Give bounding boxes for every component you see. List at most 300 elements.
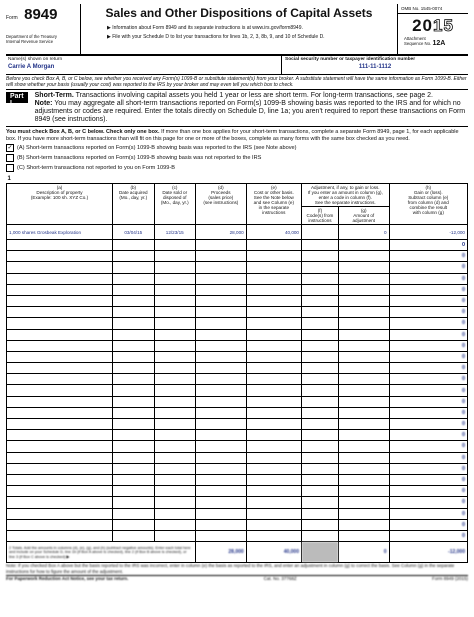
cell-c[interactable]	[154, 351, 195, 362]
cell-d[interactable]	[195, 363, 246, 374]
cell-g[interactable]	[338, 251, 389, 262]
cell-b[interactable]	[113, 351, 154, 362]
cell-e[interactable]	[246, 463, 301, 474]
cell-b[interactable]	[113, 340, 154, 351]
form-word: Form	[6, 15, 18, 21]
cell-f[interactable]	[302, 307, 339, 318]
cell-h[interactable]: 0	[389, 363, 467, 374]
cell-c[interactable]	[154, 497, 195, 508]
paperwork-notice: For Paperwork Reduction Act Notice, see your tax return.	[6, 576, 129, 582]
totals-label: 2 Totals. Add the amounts in columns (d), (e), (g), and (h) (subtract negative amounts). Enter each total here and include on your Schedule D, line 1b (if Box A above is checked), line 2 (if Box B above is checked), or line 3 (if Box C above is checked) ▶	[7, 542, 196, 563]
cell-a[interactable]	[7, 396, 113, 407]
cell-d[interactable]	[195, 463, 246, 474]
cell-g[interactable]	[338, 295, 389, 306]
cell-g[interactable]	[338, 273, 389, 284]
table-row	[7, 262, 468, 273]
cell-e[interactable]	[246, 430, 301, 441]
form-ref: Form 8949 (2015)	[431, 576, 468, 582]
cell-e[interactable]	[246, 262, 301, 273]
cell-a[interactable]	[7, 284, 113, 295]
cell-f[interactable]	[302, 262, 339, 273]
cell-f[interactable]	[302, 240, 339, 251]
cell-g[interactable]	[338, 452, 389, 463]
cell-e[interactable]	[246, 284, 301, 295]
cell-h[interactable]: 0	[389, 430, 467, 441]
cell-f[interactable]	[302, 374, 339, 385]
cell-f[interactable]	[302, 430, 339, 441]
table-row	[7, 251, 468, 262]
cell-g[interactable]	[338, 385, 389, 396]
cell-b[interactable]	[113, 273, 154, 284]
cell-d[interactable]	[195, 430, 246, 441]
cell-d[interactable]	[195, 329, 246, 340]
cell-e[interactable]	[246, 407, 301, 418]
table-row	[7, 340, 468, 351]
info-line: ▶ Information about Form 8949 and its separate instructions is at www.irs.gov/form8949.	[107, 25, 303, 31]
table-row	[7, 519, 468, 530]
form-title: Sales and Other Dispositions of Capital Assets	[105, 6, 373, 20]
col-c-header: (c) Date sold or disposed of (Mo., day, yr.)	[154, 184, 195, 225]
cell-f[interactable]	[302, 497, 339, 508]
cell-e[interactable]	[246, 318, 301, 329]
transactions-table	[6, 175, 468, 563]
cell-d[interactable]	[195, 251, 246, 262]
footer-note: Note: If you checked Box A above but the basis reported to the IRS was incorrect, enter in column (e) the basis as reported to the IRS, and enter an adjustment in column (g) to correct the basis. See Column (g) in the separate instructions for how to figure the amount of the adjustment.	[6, 563, 455, 574]
cell-h[interactable]: 0	[389, 307, 467, 318]
cell-h[interactable]: 0	[389, 497, 467, 508]
cell-c[interactable]	[154, 284, 195, 295]
col-b-header: (b) Date acquired (Mo., day, yr.)	[113, 184, 154, 225]
cell-b[interactable]	[113, 363, 154, 374]
cell-h[interactable]: 0	[389, 329, 467, 340]
cell-d[interactable]	[195, 374, 246, 385]
taxpayer-name-field[interactable]: Name(s) shown on return Carrie A Morgan	[6, 56, 282, 74]
cell-a[interactable]	[7, 374, 113, 385]
table-row	[7, 273, 468, 284]
cell-e[interactable]	[246, 474, 301, 485]
form-header	[6, 4, 468, 56]
cell-f[interactable]	[302, 273, 339, 284]
cell-g[interactable]: 0	[338, 225, 389, 240]
cell-d[interactable]	[195, 385, 246, 396]
cell-c[interactable]	[154, 262, 195, 273]
cell-g[interactable]	[338, 497, 389, 508]
part-1-note: You may aggregate all short-term transactions reported on Form(s) 1099-B showing basis was reported to the IRS and for which no adjustments or codes are required. Enter the totals directly on Schedule D, line 1a; you aren't required to report these transactions on Form 8949 (see instructions).	[34, 100, 466, 123]
form-8949-page	[6, 4, 468, 609]
cell-f[interactable]	[302, 419, 339, 430]
total-proceeds[interactable]: 28,000	[195, 542, 246, 563]
cell-f[interactable]	[302, 295, 339, 306]
cell-h[interactable]: 0	[389, 351, 467, 362]
cell-b[interactable]	[113, 430, 154, 441]
total-gain-loss[interactable]: -12,000	[389, 542, 467, 563]
cell-b[interactable]	[113, 318, 154, 329]
total-code-shaded	[302, 542, 339, 563]
cell-h[interactable]: 0	[389, 463, 467, 474]
checkbox-row-c[interactable]	[6, 164, 468, 172]
cell-a[interactable]	[7, 508, 113, 519]
cell-b[interactable]	[113, 262, 154, 273]
cell-g[interactable]	[338, 519, 389, 530]
cell-g[interactable]	[338, 407, 389, 418]
cell-f[interactable]	[302, 251, 339, 262]
cell-e[interactable]	[246, 307, 301, 318]
cell-e[interactable]	[246, 329, 301, 340]
cell-h[interactable]: 0	[389, 519, 467, 530]
cell-d[interactable]	[195, 396, 246, 407]
cell-c[interactable]	[154, 251, 195, 262]
cell-h[interactable]: 0	[389, 262, 467, 273]
cell-a[interactable]: 1,000 shares Grosbeak Exploration	[7, 225, 113, 240]
cell-h[interactable]: 0	[389, 340, 467, 351]
cell-f[interactable]	[302, 396, 339, 407]
col-a-header: (a) Description of property (Example: 100 sh. XYZ Co.)	[7, 184, 113, 225]
cell-e[interactable]	[246, 240, 301, 251]
cell-c[interactable]	[154, 430, 195, 441]
cell-g[interactable]	[338, 329, 389, 340]
cell-f[interactable]	[302, 329, 339, 340]
cell-h[interactable]: 0	[389, 284, 467, 295]
cell-e[interactable]	[246, 452, 301, 463]
cell-e[interactable]	[246, 508, 301, 519]
cell-c[interactable]	[154, 530, 195, 541]
cell-h[interactable]: 0	[389, 486, 467, 497]
cell-f[interactable]	[302, 441, 339, 452]
table-row	[7, 419, 468, 430]
line-1-label: 1	[7, 175, 468, 184]
cell-b[interactable]	[113, 519, 154, 530]
part-1-section: Part I Short-Term. Transactions involving capital assets you held 1 year or less are short term. For long-term transactions, see page 2. Note: You may aggregate all short-term transactions reported on Form(s) 1099-B showing basis was reported to the IRS and for which no adjustments or codes are required. Enter the totals directly on Schedule D, line 1a; you aren't required to report these transactions on Form 8949 (see instructions).	[6, 90, 468, 127]
cell-a[interactable]	[7, 363, 113, 374]
cell-b[interactable]	[113, 284, 154, 295]
tax-year: 2015	[412, 16, 454, 35]
cell-f[interactable]	[302, 225, 339, 240]
adjustment-header: Adjustment, if any, to gain or loss. If you enter an amount in column (g), enter a code in column (f). See the separate instructions.	[302, 184, 390, 207]
cell-d[interactable]	[195, 452, 246, 463]
cell-f[interactable]	[302, 463, 339, 474]
cell-f[interactable]	[302, 284, 339, 295]
cell-b[interactable]	[113, 374, 154, 385]
cell-d[interactable]	[195, 340, 246, 351]
cell-c[interactable]	[154, 407, 195, 418]
cell-b[interactable]	[113, 329, 154, 340]
cell-g[interactable]	[338, 530, 389, 541]
check-instructions: You must check Box A, B, or C below. Check only one box. If more than one box applies for your short-term transactions, complete a separate Form 8949, page 1, for each applicable box. If you have more short-term transactions than will fit on this page for one or more of the boxes, complete as many forms with the same box checked as you need.	[6, 129, 459, 142]
col-d-header: (d) Proceeds (sales price) (see instructions)	[195, 184, 246, 225]
cell-c[interactable]	[154, 329, 195, 340]
cell-b[interactable]	[113, 396, 154, 407]
table-row	[7, 225, 468, 240]
cell-e[interactable]	[246, 295, 301, 306]
cell-d[interactable]	[195, 307, 246, 318]
cell-a[interactable]	[7, 463, 113, 474]
cell-c[interactable]: 12/23/15	[154, 225, 195, 240]
cell-h[interactable]: 0	[389, 251, 467, 262]
cell-e[interactable]	[246, 351, 301, 362]
cat-number: Cat. No. 37768Z	[263, 576, 297, 582]
total-cost[interactable]: 40,000	[246, 542, 301, 563]
total-adjustment[interactable]: 0	[338, 542, 389, 563]
cell-e[interactable]	[246, 340, 301, 351]
table-row	[7, 497, 468, 508]
checkbox-row-a[interactable]	[6, 144, 468, 152]
cell-a[interactable]	[7, 441, 113, 452]
col-f-header: (f) Code(s) from instructions	[302, 207, 339, 225]
cell-e[interactable]: 40,000	[246, 225, 301, 240]
cell-c[interactable]	[154, 474, 195, 485]
cell-h[interactable]: 0	[389, 273, 467, 284]
cell-h[interactable]: 0	[389, 452, 467, 463]
cell-a[interactable]	[7, 307, 113, 318]
cell-c[interactable]	[154, 295, 195, 306]
department-label: Department of the Treasury Internal Revenue Service	[6, 34, 57, 44]
cell-d[interactable]	[195, 519, 246, 530]
cell-a[interactable]	[7, 385, 113, 396]
cell-b[interactable]	[113, 419, 154, 430]
ssn-field[interactable]: Social security number or taxpayer identification number 111-11-1112	[282, 56, 468, 74]
table-row	[7, 351, 468, 362]
cell-e[interactable]	[246, 363, 301, 374]
cell-a[interactable]	[7, 452, 113, 463]
cell-d[interactable]	[195, 474, 246, 485]
cell-a[interactable]	[7, 262, 113, 273]
cell-c[interactable]	[154, 374, 195, 385]
cell-d[interactable]	[195, 351, 246, 362]
cell-f[interactable]	[302, 340, 339, 351]
cell-c[interactable]	[154, 340, 195, 351]
cell-d[interactable]: 28,000	[195, 225, 246, 240]
col-h-header: (h) Gain or (loss). Subtract column (e) from column (d) and combine the result with column (g)	[389, 184, 467, 225]
cell-c[interactable]	[154, 419, 195, 430]
cell-c[interactable]	[154, 452, 195, 463]
cell-g[interactable]	[338, 441, 389, 452]
cell-c[interactable]	[154, 363, 195, 374]
table-row	[7, 463, 468, 474]
cell-f[interactable]	[302, 363, 339, 374]
cell-a[interactable]	[7, 419, 113, 430]
cell-c[interactable]	[154, 508, 195, 519]
cell-b[interactable]	[113, 240, 154, 251]
cell-g[interactable]	[338, 284, 389, 295]
cell-g[interactable]	[338, 262, 389, 273]
cell-c[interactable]	[154, 307, 195, 318]
table-row	[7, 486, 468, 497]
omb-number: OMB No. 1545-0074	[398, 4, 468, 14]
cell-e[interactable]	[246, 519, 301, 530]
cell-c[interactable]	[154, 240, 195, 251]
part-1-text: Transactions involving capital assets you held 1 year or less are short term. For long-term transactions, see page 2.	[75, 92, 433, 99]
cell-e[interactable]	[246, 497, 301, 508]
table-row	[7, 307, 468, 318]
cell-c[interactable]	[154, 441, 195, 452]
form-number: 8949	[24, 6, 58, 23]
cell-c[interactable]	[154, 385, 195, 396]
cell-b[interactable]	[113, 307, 154, 318]
cell-b[interactable]	[113, 497, 154, 508]
cell-a[interactable]	[7, 486, 113, 497]
cell-g[interactable]	[338, 363, 389, 374]
cell-h[interactable]: -12,000	[389, 225, 467, 240]
column-header-row	[7, 184, 468, 207]
cell-h[interactable]: 0	[389, 240, 467, 251]
cell-h[interactable]: 0	[389, 385, 467, 396]
cell-e[interactable]	[246, 251, 301, 262]
table-row	[7, 508, 468, 519]
cell-f[interactable]	[302, 508, 339, 519]
table-row	[7, 430, 468, 441]
cell-c[interactable]	[154, 273, 195, 284]
cell-d[interactable]	[195, 295, 246, 306]
cell-e[interactable]	[246, 486, 301, 497]
cell-g[interactable]	[338, 351, 389, 362]
cell-g[interactable]	[338, 240, 389, 251]
cell-d[interactable]	[195, 530, 246, 541]
cell-a[interactable]	[7, 351, 113, 362]
cell-h[interactable]: 0	[389, 508, 467, 519]
cell-h[interactable]: 0	[389, 374, 467, 385]
cell-c[interactable]	[154, 318, 195, 329]
table-row	[7, 318, 468, 329]
cell-b[interactable]	[113, 385, 154, 396]
cell-a[interactable]	[7, 329, 113, 340]
cell-c[interactable]	[154, 519, 195, 530]
cell-g[interactable]	[338, 508, 389, 519]
cell-f[interactable]	[302, 385, 339, 396]
col-e-header: (e) Cost or other basis. See the Note below and see Column (e) in the separate instructions	[246, 184, 301, 225]
cell-g[interactable]	[338, 419, 389, 430]
checkbox-a-label: (A) Short-term transactions reported on Form(s) 1099-B showing basis was reported to the IRS (see Note above)	[17, 145, 297, 151]
cell-b[interactable]	[113, 407, 154, 418]
cell-d[interactable]	[195, 240, 246, 251]
cell-g[interactable]	[338, 307, 389, 318]
cell-a[interactable]	[7, 497, 113, 508]
cell-c[interactable]	[154, 396, 195, 407]
cell-a[interactable]	[7, 519, 113, 530]
cell-f[interactable]	[302, 530, 339, 541]
cell-g[interactable]	[338, 340, 389, 351]
file-with-line: ▶ File with your Schedule D to list your transactions for lines 1b, 2, 3, 8b, 9, and 10 of Schedule D.	[107, 34, 325, 40]
form-title-block	[81, 4, 397, 54]
cell-a[interactable]	[7, 474, 113, 485]
instructions-note: Before you check Box A, B, or C below, see whether you received any Form(s) 1099-B or substitute statement(s) from your broker. A substitute statement will have the same information as Form 1099-B. Either will show whether your basis (usually your cost) was reported to the IRS by your broker and may even tell you which box to check.	[6, 76, 467, 88]
cell-a[interactable]	[7, 430, 113, 441]
table-row	[7, 374, 468, 385]
cell-f[interactable]	[302, 519, 339, 530]
cell-a[interactable]	[7, 273, 113, 284]
form-id-block	[6, 4, 81, 54]
cell-b[interactable]	[113, 486, 154, 497]
cell-a[interactable]	[7, 318, 113, 329]
checkbox-c-label: (C) Short-term transactions not reported to you on Form 1099-B	[17, 165, 175, 171]
cell-d[interactable]	[195, 318, 246, 329]
cell-e[interactable]	[246, 530, 301, 541]
cell-d[interactable]	[195, 407, 246, 418]
cell-h[interactable]: 0	[389, 295, 467, 306]
cell-e[interactable]	[246, 396, 301, 407]
cell-b[interactable]	[113, 463, 154, 474]
cell-b[interactable]: 03/04/15	[113, 225, 154, 240]
cell-d[interactable]	[195, 441, 246, 452]
cell-g[interactable]	[338, 463, 389, 474]
checkbox-c[interactable]	[6, 164, 14, 172]
cell-h[interactable]: 0	[389, 474, 467, 485]
cell-e[interactable]	[246, 374, 301, 385]
cell-g[interactable]	[338, 318, 389, 329]
table-row	[7, 474, 468, 485]
checkbox-row-b[interactable]	[6, 154, 468, 162]
cell-d[interactable]	[195, 273, 246, 284]
cell-a[interactable]	[7, 530, 113, 541]
omb-block	[397, 4, 468, 54]
part-1-label: Part I	[6, 92, 28, 103]
totals-row	[7, 542, 468, 563]
cell-b[interactable]	[113, 441, 154, 452]
cell-f[interactable]	[302, 474, 339, 485]
part-1-heading: Short-Term.	[34, 92, 74, 99]
table-row	[7, 329, 468, 340]
table-row	[7, 295, 468, 306]
table-row	[7, 385, 468, 396]
cell-e[interactable]	[246, 385, 301, 396]
cell-b[interactable]	[113, 508, 154, 519]
checkbox-b-label: (B) Short-term transactions reported on Form(s) 1099-B showing basis was not reported to the IRS	[17, 155, 262, 161]
cell-g[interactable]	[338, 374, 389, 385]
cell-g[interactable]	[338, 396, 389, 407]
cell-c[interactable]	[154, 463, 195, 474]
cell-d[interactable]	[195, 497, 246, 508]
cell-d[interactable]	[195, 262, 246, 273]
cell-h[interactable]: 0	[389, 318, 467, 329]
cell-d[interactable]	[195, 284, 246, 295]
cell-c[interactable]	[154, 486, 195, 497]
cell-b[interactable]	[113, 474, 154, 485]
cell-a[interactable]	[7, 240, 113, 251]
cell-g[interactable]	[338, 486, 389, 497]
cell-h[interactable]: 0	[389, 530, 467, 541]
cell-a[interactable]	[7, 295, 113, 306]
checkbox-a[interactable]: ✓	[7, 145, 13, 151]
cell-f[interactable]	[302, 486, 339, 497]
cell-f[interactable]	[302, 318, 339, 329]
taxpayer-name: Carrie A Morgan	[8, 64, 55, 70]
cell-h[interactable]: 0	[389, 396, 467, 407]
ssn-value: 111-11-1112	[358, 64, 392, 70]
cell-f[interactable]	[302, 452, 339, 463]
cell-g[interactable]	[338, 474, 389, 485]
cell-d[interactable]	[195, 508, 246, 519]
cell-d[interactable]	[195, 419, 246, 430]
cell-d[interactable]	[195, 486, 246, 497]
cell-h[interactable]: 0	[389, 419, 467, 430]
cell-h[interactable]: 0	[389, 407, 467, 418]
cell-b[interactable]	[113, 452, 154, 463]
taxpayer-row	[6, 56, 468, 75]
cell-b[interactable]	[113, 251, 154, 262]
cell-e[interactable]	[246, 419, 301, 430]
cell-f[interactable]	[302, 351, 339, 362]
cell-e[interactable]	[246, 273, 301, 284]
cell-a[interactable]	[7, 340, 113, 351]
cell-h[interactable]: 0	[389, 441, 467, 452]
cell-g[interactable]	[338, 430, 389, 441]
cell-b[interactable]	[113, 295, 154, 306]
cell-b[interactable]	[113, 530, 154, 541]
cell-a[interactable]	[7, 407, 113, 418]
cell-f[interactable]	[302, 407, 339, 418]
cell-a[interactable]	[7, 251, 113, 262]
checkbox-b[interactable]	[6, 154, 14, 162]
cell-e[interactable]	[246, 441, 301, 452]
